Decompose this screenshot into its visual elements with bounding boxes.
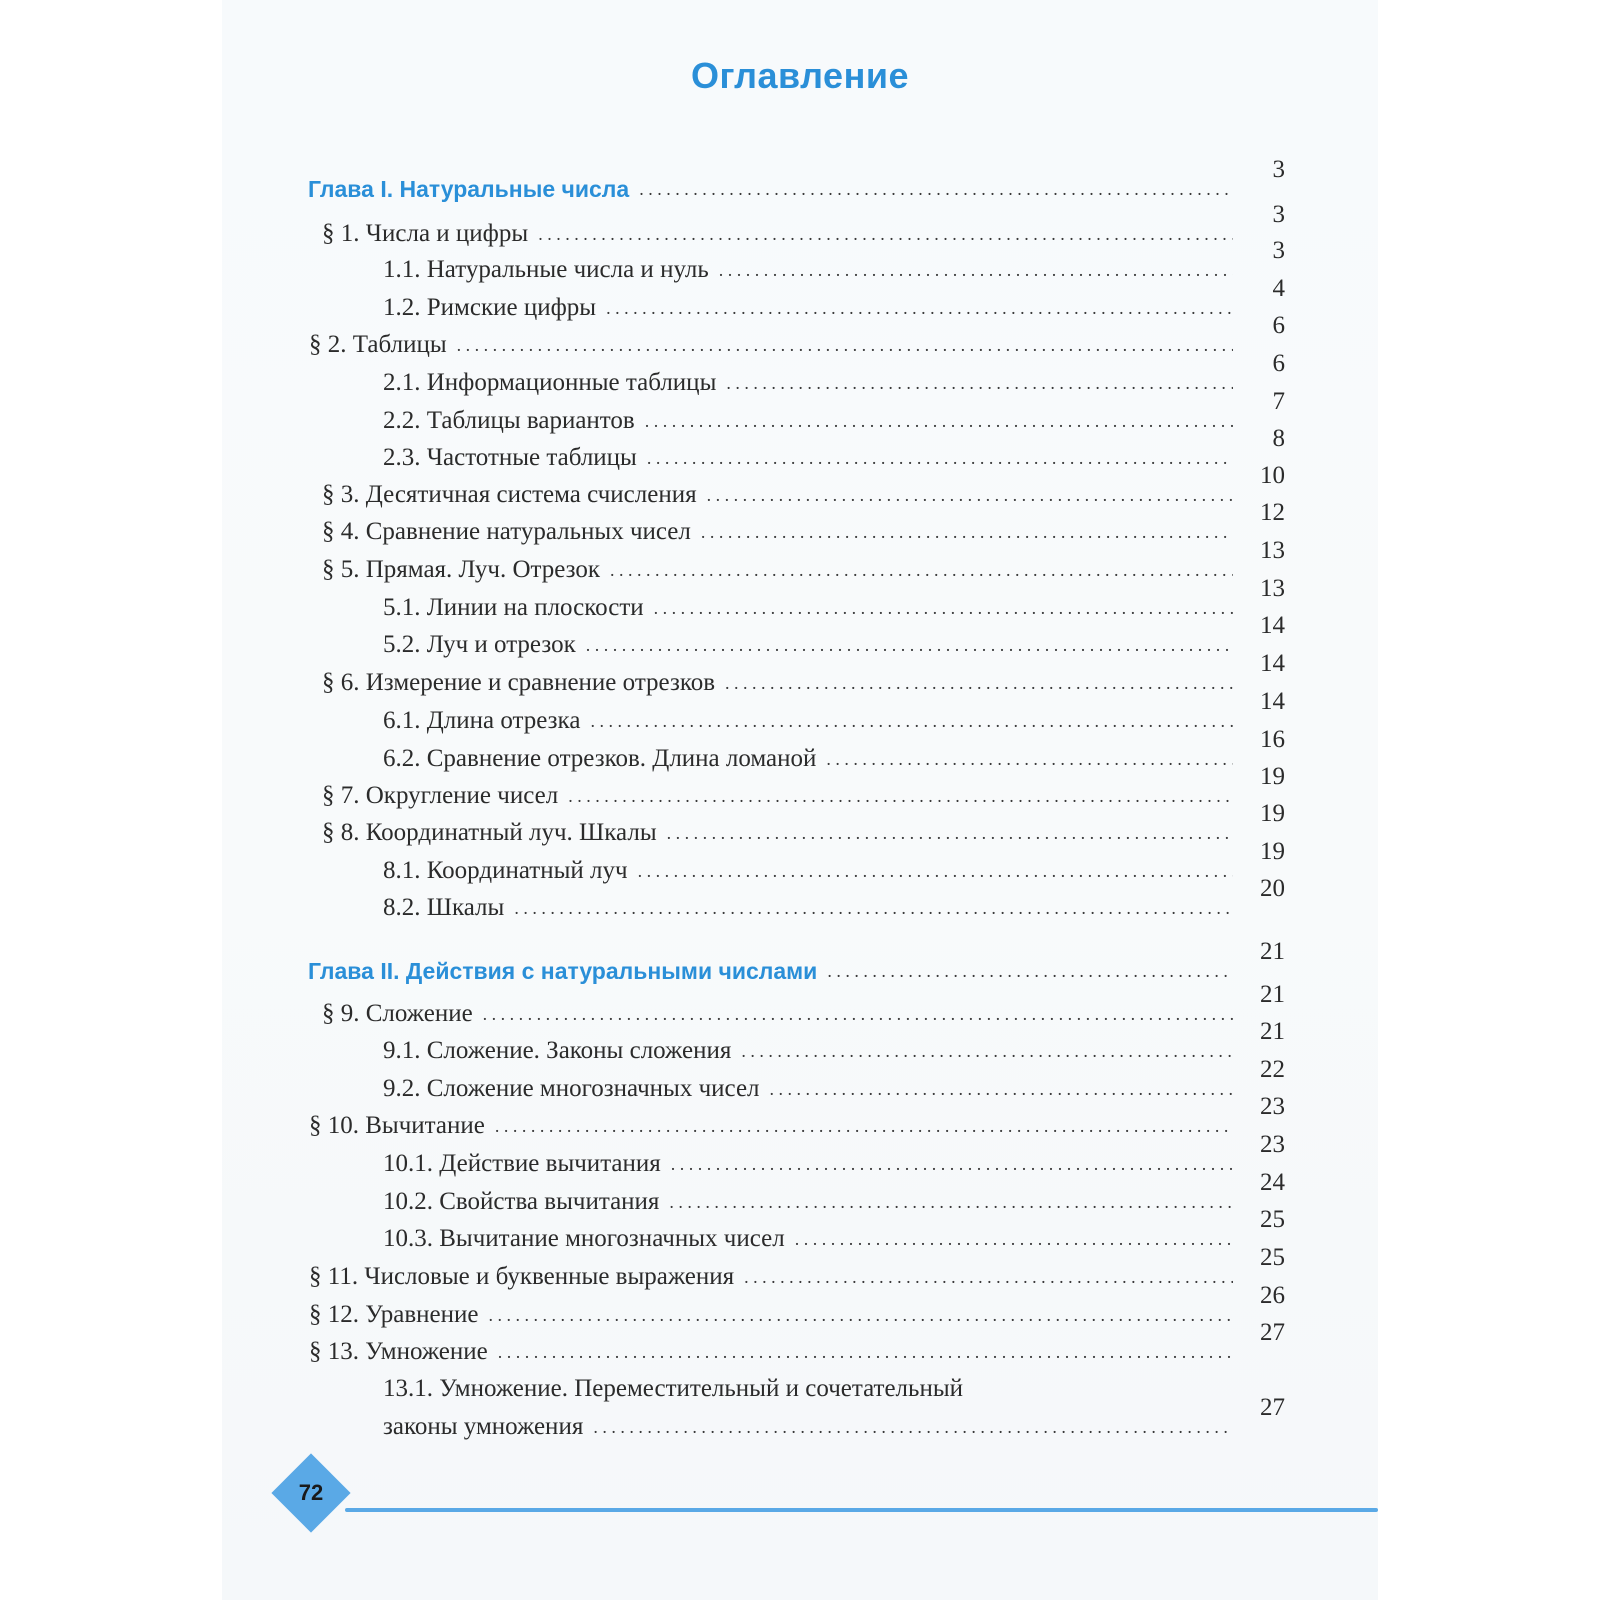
toc-section-entry (322, 981, 1285, 1027)
toc-entry-label: Глава I. Натуральные числа (308, 176, 630, 202)
dot-leader (719, 261, 1233, 279)
dot-leader (498, 1343, 1233, 1361)
toc-entry-page: 23 (1260, 1131, 1285, 1158)
toc-entry-page: 3 (1272, 156, 1285, 183)
toc-section-entry (309, 1282, 1285, 1328)
dot-leader (795, 1230, 1233, 1248)
toc-entry-page: 3 (1272, 201, 1285, 228)
toc-entry-page: 26 (1260, 1282, 1285, 1309)
page-number: 72 (298, 1480, 324, 1505)
toc-section-entry (322, 499, 1285, 545)
dot-leader (707, 486, 1233, 504)
dot-leader (610, 561, 1233, 579)
toc-section-entry (322, 650, 1285, 696)
dot-leader (671, 1155, 1233, 1173)
toc-entry-page: 21 (1260, 1018, 1285, 1045)
toc-entry-page: 21 (1260, 938, 1285, 965)
toc-entry-label: § 10. Вычитание (309, 1112, 485, 1139)
dot-leader (827, 962, 1233, 980)
dot-leader (638, 862, 1233, 880)
toc-section-entry (309, 1093, 1285, 1139)
toc-subsection-entry (383, 1394, 1285, 1440)
toc-entry-page: 22 (1260, 1056, 1285, 1083)
toc-entry-page: 14 (1260, 688, 1285, 715)
dot-leader (770, 1080, 1233, 1098)
toc-chapter-entry (308, 938, 1285, 984)
toc-subsection-entry (383, 575, 1285, 621)
toc-entry-page: 13 (1260, 575, 1285, 602)
toc-entry-label: § 13. Умножение (309, 1338, 488, 1365)
dot-leader (826, 750, 1233, 768)
toc-entry-page: 4 (1272, 275, 1285, 302)
dot-leader (495, 1117, 1233, 1135)
toc-entry-label: Глава II. Действия с натуральными числами (308, 958, 818, 984)
toc-entry-page: 24 (1260, 1169, 1285, 1196)
dot-leader (744, 1268, 1233, 1286)
toc-entry-label: 2.1. Информационные таблицы (383, 369, 717, 396)
dot-leader (667, 824, 1233, 842)
page-title: Оглавление (691, 55, 909, 96)
toc-entry-page: 19 (1260, 838, 1285, 865)
toc-entry-label: 5.2. Луч и отрезок (383, 631, 576, 658)
toc-entry-page: 19 (1260, 800, 1285, 827)
footer-divider (345, 1508, 1378, 1512)
toc-subsection-entry (383, 1131, 1285, 1177)
toc-entry-label: 1.1. Натуральные числа и нуль (383, 256, 709, 283)
dot-leader (457, 336, 1233, 354)
toc-section-entry (322, 537, 1285, 583)
toc-entry-page: 6 (1272, 350, 1285, 377)
toc-section-entry (322, 800, 1285, 846)
dot-leader (538, 225, 1233, 243)
toc-entry-page: 6 (1272, 312, 1285, 339)
dot-leader (514, 899, 1233, 917)
toc-entry-page: 12 (1260, 499, 1285, 526)
toc-section-entry (322, 763, 1285, 809)
toc-subsection-entry (383, 425, 1285, 471)
dot-leader (645, 412, 1233, 430)
toc-entry-page: 27 (1260, 1319, 1285, 1346)
toc-entry-label: § 11. Числовые и буквенные выражения (309, 1263, 735, 1290)
toc-entry-label: 2.2. Таблицы вариантов (383, 407, 635, 434)
toc-subsection-entry (383, 1206, 1285, 1252)
toc-chapter-entry (308, 156, 1285, 202)
toc-section-entry (309, 1244, 1285, 1290)
toc-entry-label: § 2. Таблицы (309, 331, 447, 358)
toc-entry-page: 25 (1260, 1206, 1285, 1233)
toc-entry-page: 13 (1260, 537, 1285, 564)
toc-entry-label: § 4. Сравнение натуральных чисел (322, 518, 691, 545)
toc-entry-page: 21 (1260, 981, 1285, 1008)
toc-entry-page: 3 (1272, 237, 1285, 264)
toc-entry-page: 16 (1260, 726, 1285, 753)
toc-entry-label: 10.1. Действие вычитания (383, 1150, 661, 1177)
toc-entry-label: 10.3. Вычитание многозначных чисел (383, 1225, 785, 1252)
toc-section-entry (309, 1319, 1285, 1365)
toc-entry-label: 10.2. Свойства вычитания (383, 1188, 660, 1215)
dot-leader (488, 1306, 1233, 1324)
dot-leader (701, 523, 1233, 541)
toc-entry-label: § 7. Округление чисел (322, 782, 559, 809)
dot-leader (726, 374, 1233, 392)
dot-leader (639, 180, 1233, 198)
toc-subsection-entry (383, 1365, 1103, 1401)
toc-entry-label: 1.2. Римские цифры (383, 294, 597, 321)
toc-entry-page: 10 (1260, 462, 1285, 489)
toc-entry-label: 13.1. Умножение. Переместительный и сочетательный (383, 1375, 963, 1402)
toc-entry-page: 19 (1260, 763, 1285, 790)
toc-entry-page: 25 (1260, 1244, 1285, 1271)
dot-leader (586, 636, 1233, 654)
toc-entry-label: 5.1. Линии на плоскости (383, 594, 644, 621)
dot-leader (568, 787, 1233, 805)
dot-leader (606, 299, 1233, 317)
toc-subsection-entry (383, 350, 1285, 396)
toc-entry-label: § 9. Сложение (322, 1000, 473, 1027)
toc-entry-label: 6.1. Длина отрезка (383, 707, 581, 734)
toc-entry-label: 6.2. Сравнение отрезков. Длина ломаной (383, 745, 817, 772)
toc-entry-page: 27 (1260, 1394, 1285, 1421)
dot-leader (647, 449, 1233, 467)
toc-entry-page: 7 (1272, 388, 1285, 415)
toc-entry-label: 2.3. Частотные таблицы (383, 444, 637, 471)
toc-entry-label: § 1. Числа и цифры (322, 220, 529, 247)
toc-subsection-entry (383, 275, 1285, 321)
toc-section-entry (309, 312, 1285, 358)
toc-entry-page: 8 (1272, 425, 1285, 452)
dot-leader (590, 712, 1233, 730)
toc-subsection-entry (383, 838, 1285, 884)
toc-subsection-entry (383, 612, 1285, 658)
toc-subsection-entry (383, 726, 1285, 772)
toc-entry-label: § 6. Измерение и сравнение отрезков (322, 669, 716, 696)
toc-entry-label: § 3. Десятичная система счисления (322, 481, 697, 508)
dot-leader (669, 1193, 1233, 1211)
toc-entry-label: § 8. Координатный луч. Шкалы (322, 819, 657, 846)
toc-subsection-entry (383, 875, 1285, 921)
toc-entry-label: § 5. Прямая. Луч. Отрезок (322, 556, 601, 583)
dot-leader (725, 674, 1233, 692)
dot-leader (483, 1005, 1233, 1023)
toc-subsection-entry (383, 1169, 1285, 1215)
toc-entry-label: 9.1. Сложение. Законы сложения (383, 1037, 732, 1064)
toc-entry-page: 20 (1260, 875, 1285, 902)
toc-entry-page: 14 (1260, 650, 1285, 677)
dot-leader (741, 1042, 1233, 1060)
toc-subsection-entry (383, 237, 1285, 283)
toc-entry-page: 14 (1260, 612, 1285, 639)
toc-subsection-entry (383, 688, 1285, 734)
toc-entry-page: 23 (1260, 1093, 1285, 1120)
dot-leader (593, 1418, 1233, 1436)
toc-section-entry (322, 201, 1285, 247)
dot-leader (654, 599, 1233, 617)
toc-entry-label: законы умножения (383, 1413, 584, 1440)
toc-entry-label: 9.2. Сложение многозначных чисел (383, 1075, 760, 1102)
toc-entry-label: 8.1. Координатный луч (383, 857, 628, 884)
toc-subsection-entry (383, 1056, 1285, 1102)
toc-section-entry (322, 462, 1285, 508)
toc-entry-label: 8.2. Шкалы (383, 894, 505, 921)
toc-subsection-entry (383, 1018, 1285, 1064)
toc-entry-label: § 12. Уравнение (309, 1301, 479, 1328)
toc-subsection-entry (383, 388, 1285, 434)
